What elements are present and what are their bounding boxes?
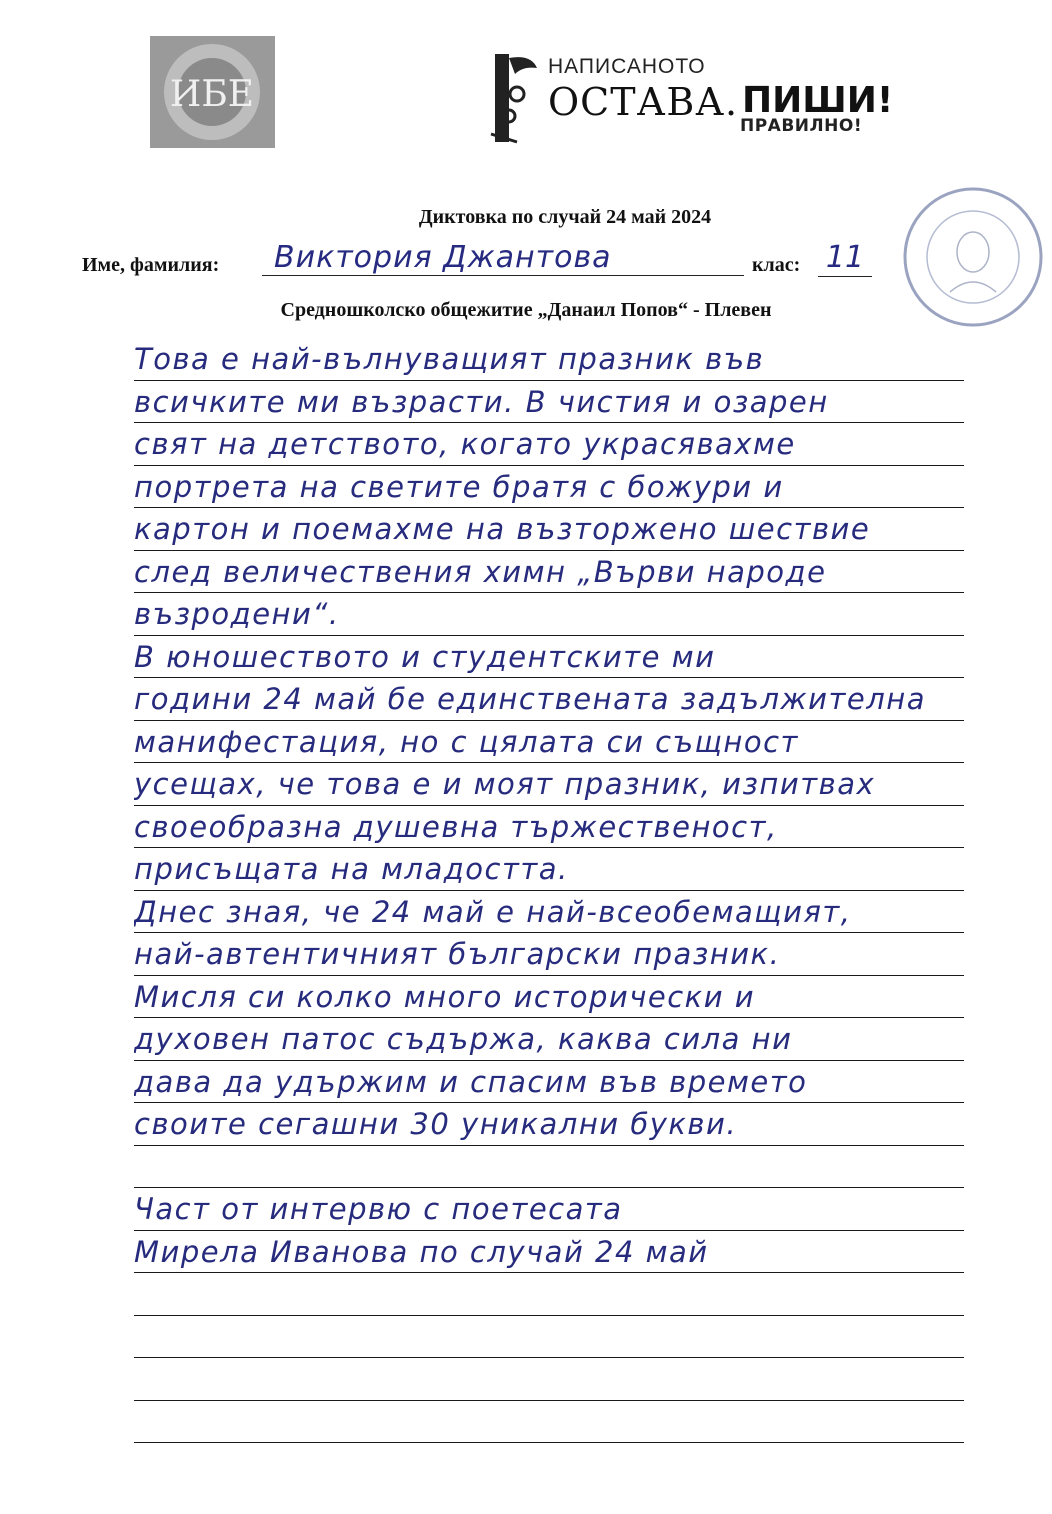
name-field[interactable]: Виктория Джантова [262, 240, 744, 276]
ruled-line [134, 1358, 964, 1401]
ruled-line: В юношеството и студентските ми [134, 636, 964, 679]
campaign-line3: ПИШИ! [742, 80, 894, 121]
ruled-line: картон и поемахме на възторжено шествие [134, 508, 964, 551]
ruled-line: манифестация, но с цялата си същност [134, 721, 964, 764]
ruled-line: най-автентичният български празник. [134, 933, 964, 976]
campaign-line1: НАПИСАНОТО [548, 55, 706, 78]
ruled-line [134, 1273, 964, 1316]
ruled-line: Днес зная, че 24 май е най-всеобемащият, [134, 891, 964, 934]
ruled-line: Мирела Иванова по случай 24 май [134, 1231, 964, 1274]
ruled-line [134, 1146, 964, 1189]
institute-monogram: ИБЕ [169, 74, 255, 115]
class-label: клас: [752, 254, 801, 276]
ruled-line: портрета на светите братя с божури и [134, 466, 964, 509]
ruled-line: Това е най-вълнуващият празник във [134, 338, 964, 381]
ruled-line: присъщата на младостта. [134, 848, 964, 891]
class-field[interactable]: 11 [818, 240, 872, 277]
ruled-line: усещах, че това е и моят празник, изпитвах [134, 763, 964, 806]
ruled-line: години 24 май бе единствената задължителна [134, 678, 964, 721]
name-label: Име, фамилия: [82, 254, 220, 276]
ruled-line: възродени“. [134, 593, 964, 636]
ruled-line: своеобразна душевна тържественост, [134, 806, 964, 849]
ruled-line: Мисля си колко много исторически и [134, 976, 964, 1019]
ruled-line: след величествения химн „Върви народе [134, 551, 964, 594]
ruled-line: всичките ми възрасти. В чистия и озарен [134, 381, 964, 424]
ruled-line: свят на детството, когато украсявахме [134, 423, 964, 466]
page-title: Диктовка по случай 24 май 2024 [418, 206, 712, 228]
campaign-line2: ОСТАВА. [548, 80, 739, 124]
ruled-line [134, 1316, 964, 1359]
ruled-line: Част от интервю с поетесата [134, 1188, 964, 1231]
ruled-line [134, 1401, 964, 1444]
dictation-text-area[interactable] [134, 338, 964, 1443]
institute-logo [150, 36, 275, 148]
ruled-line: духовен патос съдържа, каква сила ни [134, 1018, 964, 1061]
campaign-line4: ПРАВИЛНО! [740, 116, 863, 136]
ruled-line: своите сегашни 30 уникални букви. [134, 1103, 964, 1146]
ruled-line: дава да удържим и спасим във времето [134, 1061, 964, 1104]
school-name: Средношколско общежитие „Данаил Попов“ - Плевен [280, 299, 772, 321]
ornament-initial-icon [487, 50, 547, 146]
